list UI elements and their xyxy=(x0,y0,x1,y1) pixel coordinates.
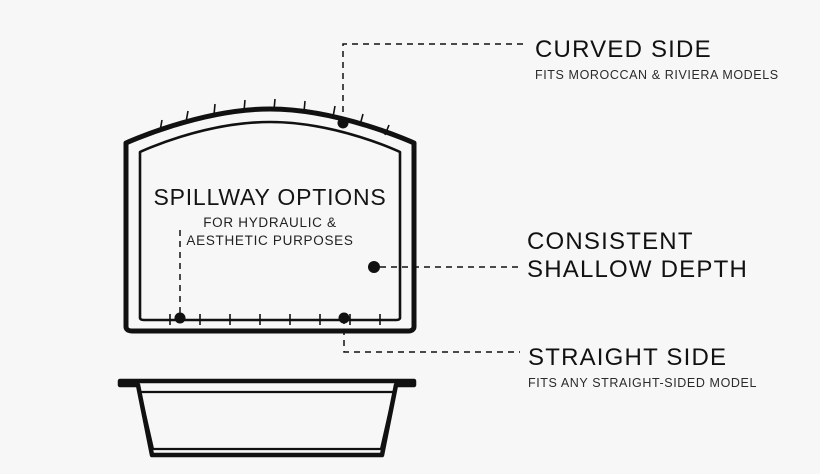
dot-spillway-options xyxy=(175,313,186,324)
callout-straight-side-subtitle: FITS ANY STRAIGHT-SIDED MODEL xyxy=(528,375,758,390)
spillway-options-subtitle-line2: AESTHETIC PURPOSES xyxy=(186,233,354,249)
spillway-options-label xyxy=(120,184,420,250)
profile-inner-path xyxy=(140,392,394,449)
spillway-options-title: SPILLWAY OPTIONS xyxy=(153,184,387,210)
callout-curved-side-title: CURVED SIDE xyxy=(535,36,712,63)
callout-consistent-shallow-depth xyxy=(527,228,748,283)
callout-straight-side xyxy=(528,344,757,390)
spillway-options-subtitle xyxy=(120,214,420,250)
leader-curved-side xyxy=(343,44,528,123)
callout-curved-side xyxy=(535,36,779,82)
dot-shallow-depth xyxy=(368,261,380,273)
callout-shallow-depth-title-line2: SHALLOW DEPTH xyxy=(527,255,748,283)
callout-shallow-depth-title-line1: CONSISTENT xyxy=(527,228,694,255)
profile-view-group xyxy=(120,381,414,455)
leader-straight-side xyxy=(344,318,520,352)
spillway-options-subtitle-line1: FOR HYDRAULIC & xyxy=(203,215,337,230)
callout-curved-side-subtitle: FITS MOROCCAN & RIVIERA MODELS xyxy=(535,67,779,82)
callout-straight-side-title: STRAIGHT SIDE xyxy=(528,344,728,371)
